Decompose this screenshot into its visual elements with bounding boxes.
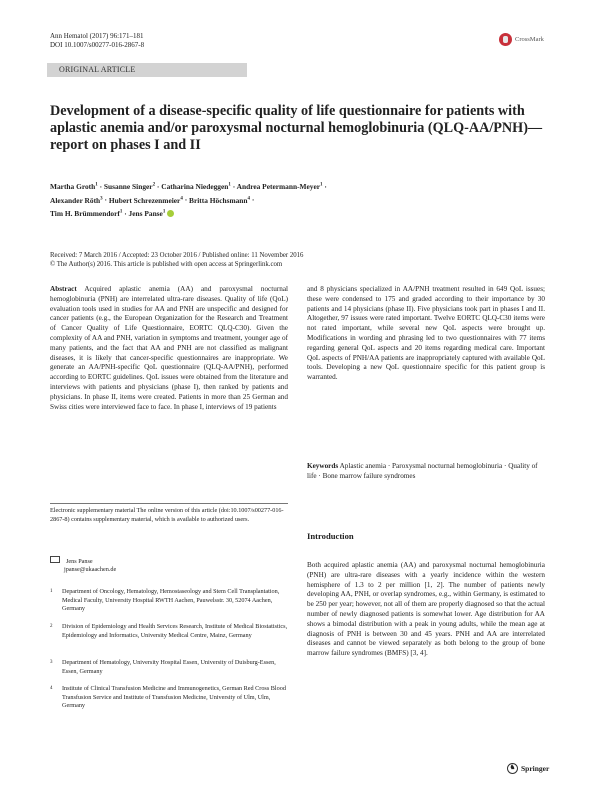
crossmark-badge[interactable]	[499, 33, 544, 46]
publisher-name: Springer	[521, 764, 550, 773]
author[interactable]: Hubert Schrezenmeier$^4$	[108, 195, 183, 205]
author[interactable]: Tim H. Brümmendorf$^1$	[50, 209, 123, 219]
corresponding-name: Jens Panse	[66, 558, 93, 565]
affiliation: 2 Division of Epidemiology and Health Services Research, Institute of Medical Biostatistics, Epidemiology and Informatics, University Medical Centre, Mainz, Germany	[50, 623, 288, 639]
license-line: © The Author(s) 2016. This article is published with open access at Springerlink.com	[50, 261, 283, 268]
keywords-text: Aplastic anemia · Paroxysmal nocturnal hemoglobinuria · Quality of life · Bone marrow failure syndromes	[307, 462, 538, 480]
orcid-icon[interactable]	[167, 210, 174, 217]
corresponding-author	[50, 556, 288, 574]
article-history	[50, 251, 550, 269]
abstract-text-continued: and 8 physicians specialized in AA/PNH treatment resulted in 649 QoL issues; these were condensed to 175 and graded according to their importance by 30 patients and 14 physicians (phase II). Five physicians took part in phases I and II. Altogether, 97 issues were rated important. Twelve EORTC QLQ-C30 items were not rated important, while several new QoL aspects were brought up. Modifications in wording and phrasing led to two questionnaires with 77 items regarding general QoL aspects and 20 items regarding medical care. Important QoL aspects of PNH/AA patients are inappropriately captured with available QoL tools. Developing a new QoL questionnaire specific for this patient group is warranted.	[307, 285, 545, 382]
author[interactable]: Martha Groth$^1$	[50, 182, 98, 192]
author[interactable]: Britta Höchsmann$^4$	[189, 195, 251, 205]
introduction-text: Both acquired aplastic anemia (AA) and paroxysmal nocturnal hemoglobinuria (PNH) are ultra-rare diseases with a yearly incidence within the western hemisphere of 1.3 to 2 per million [1, 2]. The number of patients newly developing AA, PNH, or overlap syndromes, e.g., within Germany, is estimated to be 250 per year; however, not all of them are properly diagnosed so that the actual number of newly diagnosed patients is somewhat lower. Age distribution for AA shows a bimodal distribution with a peak in young adults, while the mean age at diagnosis of PNH is between 30 and 45 years. PNH and AA are interrelated diseases and cannot be viewed separately as both belong to the group of bone marrow failure syndromes (BMFS) [3, 4].	[307, 561, 545, 658]
article-type: ORIGINAL ARTICLE	[59, 65, 136, 74]
footnote-divider	[50, 503, 288, 504]
supplementary-note: Electronic supplementary material The online version of this article (doi:10.1007/s00277-016-2867-8) contains supplementary material, which is available to authorized users.	[50, 507, 284, 523]
article-type-banner	[47, 63, 247, 77]
abstract-label: Abstract	[50, 285, 77, 293]
journal-citation	[50, 32, 144, 50]
doi-line[interactable]: DOI 10.1007/s00277-016-2867-8	[50, 41, 145, 49]
journal-line: Ann Hematol (2017) 96:171–181	[50, 32, 144, 40]
author[interactable]: Jens Panse$^1$	[128, 209, 166, 219]
envelope-icon	[50, 556, 60, 563]
abstract-left-column	[50, 285, 288, 412]
keywords-block	[307, 462, 545, 482]
author[interactable]: Andrea Petermann-Meyer$^1$	[236, 182, 323, 192]
abstract-right-column	[307, 285, 545, 383]
author-list: Martha Groth$^1$ · Susanne Singer$^2$ · Catharina Niedeggen$^1$ · Andrea Petermann-Meyer$^1$ · Alexander Röth$^3$ · Hubert Schrezenmeier$^4$ · Britta Höchsmann$^4$ · Tim H. Brümmendorf$^1$ · Jens Panse$^1$	[50, 182, 327, 219]
publisher-logo	[507, 763, 549, 774]
author[interactable]: Susanne Singer$^2$	[103, 182, 156, 192]
springer-horse-icon: ♞	[507, 763, 518, 774]
affiliation: 4 Institute of Clinical Transfusion Medicine and Immunogenetics, German Red Cross Blood Transfusion Service and Institute of Transfusion Medicine, University of Ulm, Ulm, Germany	[50, 685, 286, 710]
article-title: Development of a disease-specific quality of life questionnaire for patients with aplastic anemia and/or paroxysmal nocturnal hemoglobinuria (QLQ-AA/PNH)—report on phases I and II	[50, 103, 543, 153]
keywords-label: Keywords	[307, 462, 339, 470]
abstract-text: Acquired aplastic anemia (AA) and paroxysmal nocturnal hemoglobinuria (PNH) are interrelated ultra-rare diseases. Quality of life (QoL) evaluation tools used in studies for AA and PNH are unspecific and designed for cancer patients (e.g., the European Organization for the Research and Treatment of Cancer Quality of Life Questionnaire, EORTC QLQ-C30). Given the complexity of AA and PNH, variation in symptoms and treatment, younger age of many patients, and the fact that AA and PNH are not classified as malignant diseases, it is likely that cancer-specific questionnaires are inappropriate. We generate an AA/PNH-specific QoL questionnaire (QLQ-AA/PNH), performed according to EORTC guidelines. QoL issues were obtained from the literature and interviews with patients and physicians (phase I), then ranked by patients and physicians. In phase II, items were created. Patients in more than 25 German and Swiss cities were interviewed face to face. In phase I, interviews of 19 patients	[50, 285, 289, 411]
dates-line: Received: 7 March 2016 / Accepted: 23 October 2016 / Published online: 11 November 2016	[50, 252, 304, 259]
corresponding-email[interactable]: jpanse@ukaachen.de	[64, 566, 117, 573]
crossmark-icon	[499, 33, 512, 46]
affiliation: 3 Department of Hematology, University Hospital Essen, University of Duisburg-Essen, Essen, Germany	[50, 659, 276, 675]
section-heading: Introduction	[307, 531, 354, 541]
author[interactable]: Alexander Röth$^3$	[50, 195, 103, 205]
affiliation: 1 Department of Oncology, Hematology, Hemostaseology and Stem Cell Transplantation, Medical Faculty, University Hospital RWTH Aachen, Pauwelsstr. 30, 52074 Aachen, Germany	[50, 588, 280, 613]
author[interactable]: Catharina Niedeggen$^1$	[161, 182, 231, 192]
crossmark-label: CrossMark	[515, 36, 544, 43]
